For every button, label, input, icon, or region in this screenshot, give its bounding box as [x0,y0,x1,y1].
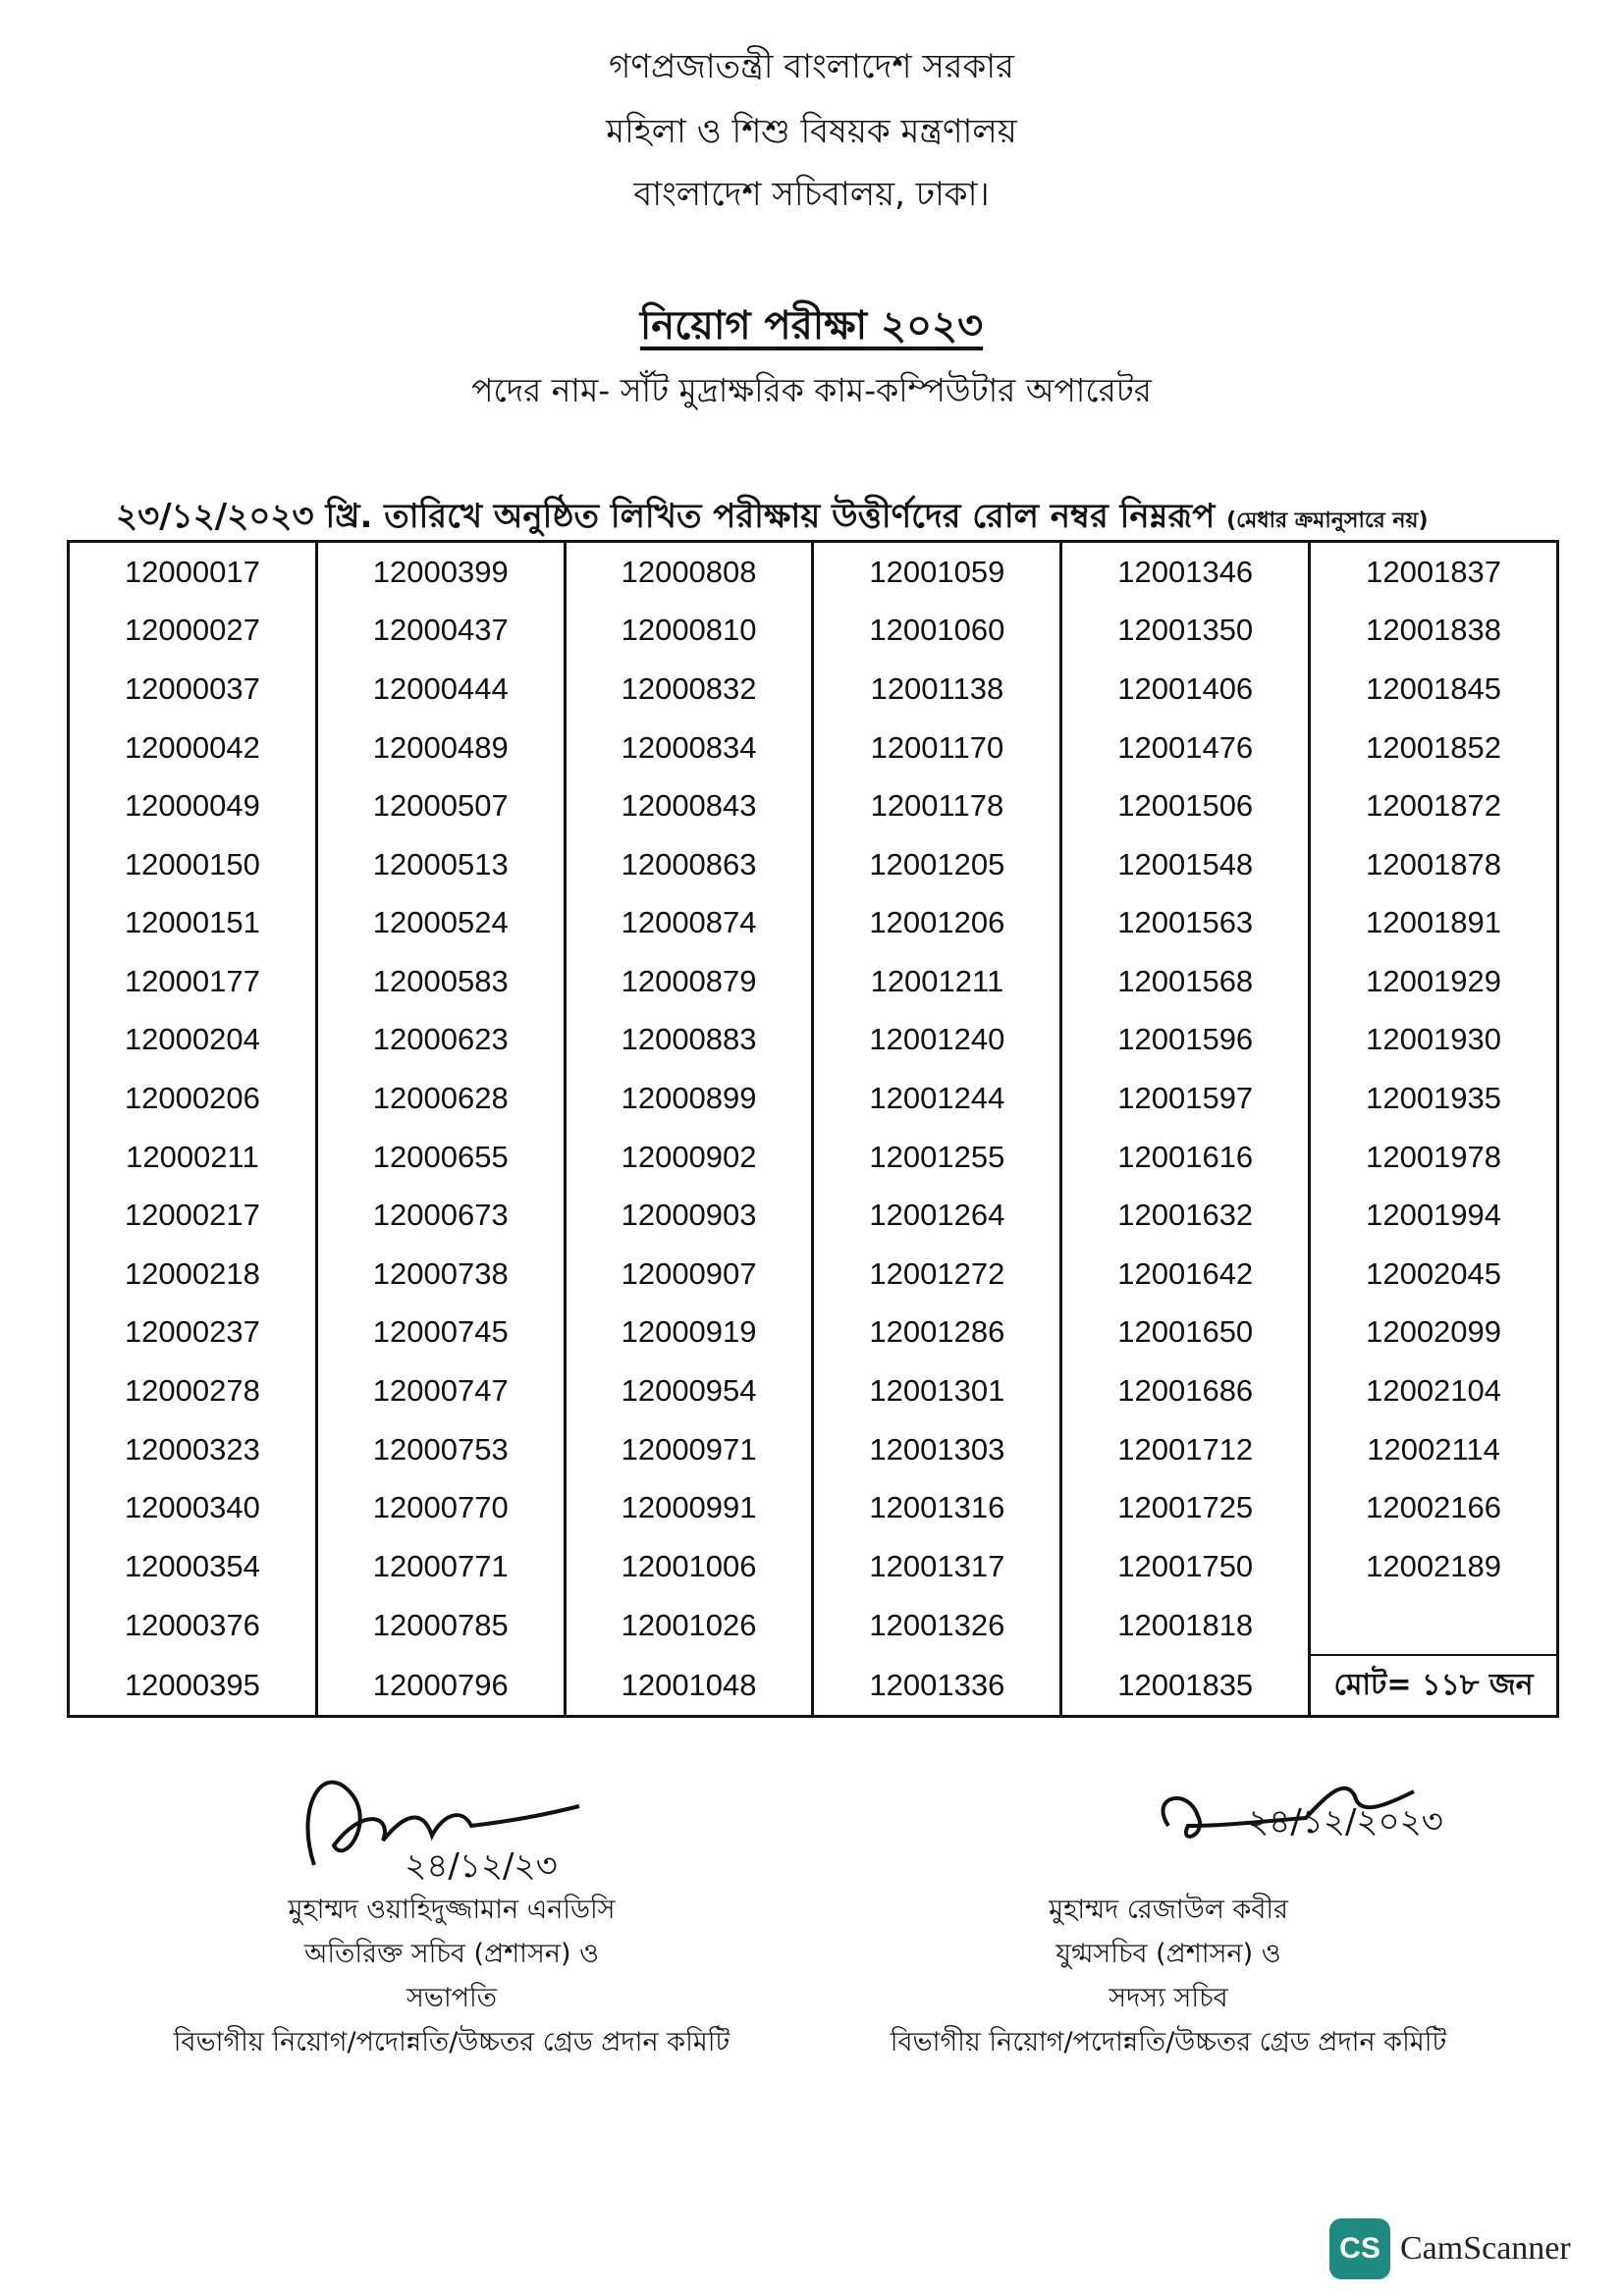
roll-number-cell: 12001350 [1061,602,1310,661]
roll-number-cell: 12001725 [1061,1478,1310,1537]
roll-number-cell: 12001205 [813,835,1061,894]
table-row [69,660,1558,719]
roll-number-cell: 12001978 [1310,1128,1558,1187]
roll-number-cell: 12001336 [813,1655,1061,1716]
roll-number-cell: 12000745 [316,1304,565,1362]
roll-number-cell: 12001616 [1061,1128,1310,1187]
roll-number-cell: 12000037 [69,660,317,719]
roll-number-cell: 12000883 [565,1011,813,1070]
roll-number-cell: 12000810 [565,602,813,661]
roll-number-cell: 12000902 [565,1128,813,1187]
table-row [69,1478,1558,1537]
roll-number-cell: 12001712 [1061,1420,1310,1479]
camscanner-text: CamScanner [1400,2230,1571,2267]
roll-number-cell: 12000874 [565,894,813,953]
roll-number-cell: 12000151 [69,894,317,953]
roll-number-cell: 12000042 [69,719,317,777]
roll-number-cell: 12000218 [69,1245,317,1304]
roll-number-cell: 12001568 [1061,952,1310,1011]
signatory-left [147,1747,756,2061]
roll-number-cell: 12001138 [813,660,1061,719]
signatory-right-designation: যুগ্মসচিব (প্রশাসন) ও [1055,1939,1281,1969]
roll-number-cell: 12000376 [69,1595,317,1655]
roll-number-cell: 12001845 [1310,660,1558,719]
roll-number-cell: 12000879 [565,952,813,1011]
roll-number-cell: 12001317 [813,1537,1061,1596]
table-row [69,1069,1558,1128]
roll-number-cell: 12001818 [1061,1595,1310,1655]
roll-number-cell: 12001060 [813,602,1061,661]
roll-number-cell: 12001597 [1061,1069,1310,1128]
total-count: মোট= ১১৮ জন [1310,1655,1558,1716]
signatory-right-role: সদস্য সচিব [1109,1983,1228,2013]
roll-number-cell: 12001211 [813,952,1061,1011]
signatory-right-committee: বিভাগীয় নিয়োগ/পদোন্নতি/উচ্চতর গ্রেড প্রদান কমিটি [890,2027,1447,2057]
roll-number-cell: 12001170 [813,719,1061,777]
roll-number-cell: 12000796 [316,1655,565,1716]
roll-number-cell: 12002114 [1310,1420,1558,1479]
table-row [69,542,1558,602]
roll-number-cell: 12001596 [1061,1011,1310,1070]
roll-number-cell: 12001244 [813,1069,1061,1128]
table-row [69,952,1558,1011]
signatory-right-name: মুহাম্মদ রেজাউল কবীর [1049,1895,1288,1925]
roll-number-cell: 12001548 [1061,835,1310,894]
roll-number-cell: 12001935 [1310,1069,1558,1128]
roll-number-cell: 12000907 [565,1245,813,1304]
roll-number-cell: 12000237 [69,1304,317,1362]
roll-number-cell: 12000278 [69,1362,317,1420]
roll-number-cell: 12001642 [1061,1245,1310,1304]
roll-number-cell: 12000785 [316,1595,565,1655]
signatory-left-designation: অতিরিক্ত সচিব (প্রশাসন) ও [304,1939,599,1969]
table-row [69,719,1558,777]
roll-number-cell: 12000991 [565,1478,813,1537]
roll-number-cell: 12001286 [813,1304,1061,1362]
table-row [69,1420,1558,1479]
roll-number-cell: 12001994 [1310,1186,1558,1245]
post-name: পদের নাম- সাঁট মুদ্রাক্ষরিক কাম-কম্পিউটার অপারেটর [471,371,1152,409]
roll-number-cell: 12001476 [1061,719,1310,777]
roll-number-cell: 12000524 [316,894,565,953]
roll-number-cell: 12001563 [1061,894,1310,953]
roll-number-cell: 12000204 [69,1011,317,1070]
table-row [69,1655,1558,1716]
table-row [69,776,1558,835]
roll-number-cell: 12001750 [1061,1537,1310,1596]
roll-number-cell: 12001301 [813,1362,1061,1420]
roll-number-cell: 12001316 [813,1478,1061,1537]
camscanner-logo-icon: CS [1329,2218,1390,2279]
table-row [69,1304,1558,1362]
roll-number-cell: 12001872 [1310,776,1558,835]
roll-number-cell: 12001026 [565,1595,813,1655]
roll-number-table [67,540,1559,1718]
roll-number-cell: 12000971 [565,1420,813,1479]
result-notice [116,491,1429,547]
notice-text: ২৩/১২/২০২৩ খ্রি. তারিখে অনুষ্ঠিত লিখিত পরীক্ষায় উত্তীর্ণদের রোল নম্বর নিম্নরূপ [116,497,1216,536]
roll-number-cell: 12001326 [813,1595,1061,1655]
roll-number-cell: 12000177 [69,952,317,1011]
roll-number-cell: 12000507 [316,776,565,835]
signatory-left-committee: বিভাগীয় নিয়োগ/পদোন্নতি/উচ্চতর গ্রেড প্রদান কমিটি [173,2027,730,2057]
roll-number-cell: 12000903 [565,1186,813,1245]
camscanner-watermark [1329,2218,1571,2279]
table-row [69,1595,1558,1655]
signature-left-date: ২৪/১২/২৩ [405,1846,558,1886]
roll-number-cell: 12000211 [69,1128,317,1187]
roll-number-cell: 12000206 [69,1069,317,1128]
roll-number-cell: 12000049 [69,776,317,835]
roll-number-cell: 12001346 [1061,542,1310,602]
roll-number-cell: 12000808 [565,542,813,602]
roll-number-cell: 12000843 [565,776,813,835]
roll-number-cell: 12000771 [316,1537,565,1596]
roll-number-cell: 12001650 [1061,1304,1310,1362]
roll-number-cell: 12000753 [316,1420,565,1479]
roll-number-cell [1310,1595,1558,1655]
signatory-right [864,1796,1473,2071]
roll-number-cell: 12000738 [316,1245,565,1304]
header-location: বাংলাদেশ সচিবালয়, ঢাকা। [633,175,990,214]
roll-number-cell: 12001264 [813,1186,1061,1245]
roll-number-cell: 12000027 [69,602,317,661]
roll-number-cell: 12000444 [316,660,565,719]
roll-number-cell: 12001255 [813,1128,1061,1187]
roll-number-cell: 12000899 [565,1069,813,1128]
roll-number-cell: 12000217 [69,1186,317,1245]
table-row [69,1011,1558,1070]
roll-number-cell: 12001240 [813,1011,1061,1070]
roll-number-cell: 12001178 [813,776,1061,835]
roll-number-cell: 12001632 [1061,1186,1310,1245]
roll-number-cell: 12001835 [1061,1655,1310,1716]
roll-number-cell: 12000863 [565,835,813,894]
roll-number-cell: 12000437 [316,602,565,661]
roll-number-cell: 12000770 [316,1478,565,1537]
notice-note: (মেধার ক্রমানুসারে নয়) [1226,508,1429,533]
table-row [69,1186,1558,1245]
exam-title-text: নিয়োগ পরীক্ষা ২০২৩ [639,303,984,348]
roll-number-cell: 12002045 [1310,1245,1558,1304]
table-row [69,1128,1558,1187]
header-ministry: মহিলা ও শিশু বিষয়ক মন্ত্রণালয় [606,112,1017,151]
roll-number-cell: 12000919 [565,1304,813,1362]
table-row [69,835,1558,894]
roll-number-cell: 12001059 [813,542,1061,602]
roll-number-cell: 12000395 [69,1655,317,1716]
roll-number-cell: 12002099 [1310,1304,1558,1362]
roll-number-cell: 12000354 [69,1537,317,1596]
roll-number-cell: 12001929 [1310,952,1558,1011]
roll-number-cell: 12000834 [565,719,813,777]
roll-number-cell: 12000673 [316,1186,565,1245]
table-row [69,1362,1558,1420]
roll-number-cell: 12000513 [316,835,565,894]
roll-number-cell: 12000832 [565,660,813,719]
roll-number-cell: 12001837 [1310,542,1558,602]
roll-number-cell: 12002166 [1310,1478,1558,1537]
roll-number-cell: 12001930 [1310,1011,1558,1070]
roll-number-cell: 12000489 [316,719,565,777]
header-government: গণপ্রজাতন্ত্রী বাংলাদেশ সরকার [609,47,1014,86]
roll-number-cell: 12001852 [1310,719,1558,777]
roll-number-cell: 12001206 [813,894,1061,953]
roll-number-cell: 12001686 [1061,1362,1310,1420]
roll-number-cell: 12001272 [813,1245,1061,1304]
roll-number-cell: 12001048 [565,1655,813,1716]
roll-number-cell: 12000150 [69,835,317,894]
roll-number-cell: 12002189 [1310,1537,1558,1596]
roll-number-cell: 12001303 [813,1420,1061,1479]
roll-number-cell: 12000583 [316,952,565,1011]
roll-number-cell: 12000017 [69,542,317,602]
roll-number-cell: 12000323 [69,1420,317,1479]
roll-number-cell: 12001506 [1061,776,1310,835]
roll-number-cell: 12000954 [565,1362,813,1420]
roll-number-cell: 12001006 [565,1537,813,1596]
roll-number-cell: 12000747 [316,1362,565,1420]
roll-number-cell: 12001838 [1310,602,1558,661]
roll-number-cell: 12001406 [1061,660,1310,719]
roll-number-cell: 12000655 [316,1128,565,1187]
roll-number-cell: 12001891 [1310,894,1558,953]
roll-number-cell: 12000340 [69,1478,317,1537]
table-row [69,894,1558,953]
table-row [69,602,1558,661]
table-row [69,1537,1558,1596]
roll-number-cell: 12000623 [316,1011,565,1070]
signatory-left-role: সভাপতি [406,1983,498,2013]
exam-title [0,294,1623,360]
roll-number-cell: 12000399 [316,542,565,602]
signatory-left-name: মুহাম্মদ ওয়াহিদুজ্জামান এনডিসি [288,1895,616,1925]
roll-number-cell: 12000628 [316,1069,565,1128]
roll-number-cell: 12002104 [1310,1362,1558,1420]
table-row [69,1245,1558,1304]
signature-right-date: ২৪/১২/২০২৩ [1247,1802,1443,1842]
roll-number-cell: 12001878 [1310,835,1558,894]
